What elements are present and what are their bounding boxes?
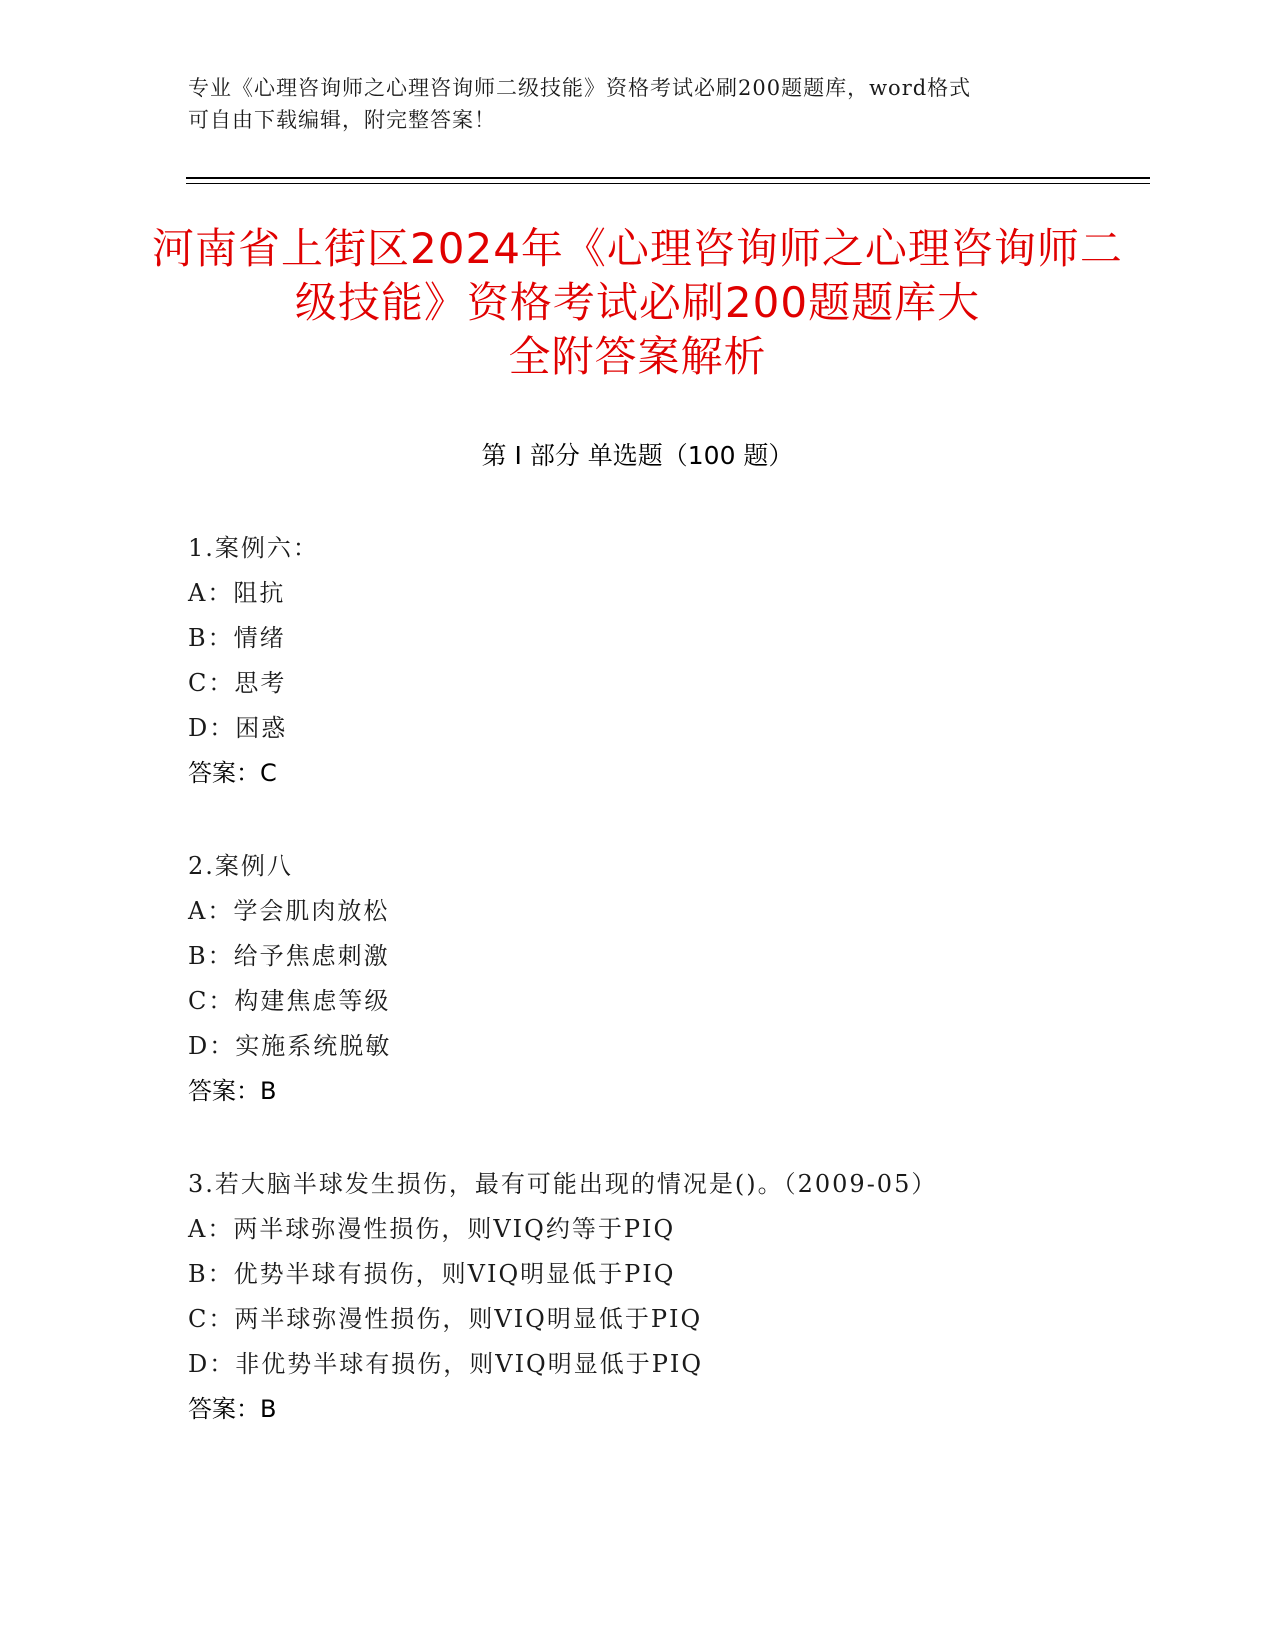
header-note-line-1: 专业《心理咨询师之心理咨询师二级技能》资格考试必刷200题题库，word格式	[188, 76, 972, 100]
question-stem: 3.若大脑半球发生损伤，最有可能出现的情况是()。（2009-05）	[188, 1170, 938, 1198]
answer-label: 答案：B	[188, 1395, 277, 1423]
option-c: C：构建焦虑等级	[188, 987, 391, 1015]
document-header-note	[188, 72, 1068, 136]
question-block-1	[188, 526, 319, 796]
answer-label: 答案：C	[188, 759, 277, 787]
question-block-2	[188, 844, 391, 1114]
option-c: C：思考	[188, 669, 287, 697]
question-stem: 2.案例八	[188, 852, 293, 880]
option-b: B：给予焦虑刺激	[188, 942, 390, 970]
section-heading: 第 I 部分 单选题（100 题）	[481, 441, 794, 470]
option-d: D：实施系统脱敏	[188, 1032, 392, 1060]
header-divider-thick	[186, 177, 1150, 179]
option-a: A：两半球弥漫性损伤，则VIQ约等于PIQ	[188, 1215, 676, 1243]
option-b: B：优势半球有损伤，则VIQ明显低于PIQ	[188, 1260, 676, 1288]
question-stem: 1.案例六：	[188, 534, 319, 562]
question-block-3	[188, 1162, 937, 1432]
option-b: B：情绪	[188, 624, 286, 652]
document-title-line-2: 全附答案解析	[508, 332, 767, 381]
option-c: C：两半球弥漫性损伤，则VIQ明显低于PIQ	[188, 1305, 703, 1333]
document-title-line-1: 河南省上街区2024年《心理咨询师之心理咨询师二级技能》资格考试必刷200题题库大	[152, 224, 1123, 327]
option-a: A：阻抗	[188, 579, 286, 607]
document-title	[150, 222, 1125, 384]
option-d: D：困惑	[188, 714, 288, 742]
option-d: D：非优势半球有损伤，则VIQ明显低于PIQ	[188, 1350, 704, 1378]
header-note-line-2: 可自由下载编辑，附完整答案！	[188, 108, 496, 132]
answer-label: 答案：B	[188, 1077, 277, 1105]
header-divider-thin	[186, 183, 1150, 184]
option-a: A：学会肌肉放松	[188, 897, 390, 925]
